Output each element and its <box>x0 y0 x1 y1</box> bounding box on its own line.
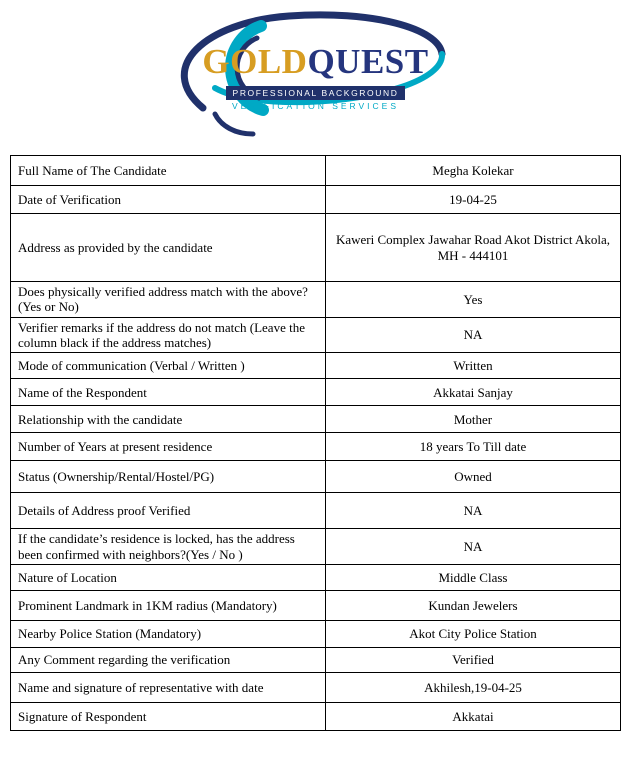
field-label: Relationship with the candidate <box>11 406 326 433</box>
field-value: Kundan Jewelers <box>326 590 621 620</box>
field-label: Signature of Respondent <box>11 702 326 730</box>
tagline-banner <box>161 83 471 101</box>
field-value: Mother <box>326 406 621 433</box>
table-row <box>11 317 621 353</box>
table-row <box>11 529 621 565</box>
table-row <box>11 620 621 647</box>
field-label: Name and signature of representative with date <box>11 672 326 702</box>
field-value: NA <box>326 493 621 529</box>
table-row <box>11 461 621 493</box>
field-label: Verifier remarks if the address do not match (Leave the column black if the address matches) <box>11 317 326 353</box>
brand-gold-text: GOLD <box>202 42 308 81</box>
field-label: Prominent Landmark in 1KM radius (Mandatory) <box>11 590 326 620</box>
field-value: Written <box>326 353 621 379</box>
field-value: Akot City Police Station <box>326 620 621 647</box>
field-value: Akhilesh,19-04-25 <box>326 672 621 702</box>
field-value: NA <box>326 529 621 565</box>
goldquest-logo <box>161 6 471 140</box>
field-label: Number of Years at present residence <box>11 433 326 461</box>
field-value: Kaweri Complex Jawahar Road Akot District Akola, MH - 444101 <box>326 214 621 282</box>
field-label: Name of the Respondent <box>11 379 326 406</box>
field-label: If the candidate’s residence is locked, has the address been confirmed with neighbors?(Yes / No ) <box>11 529 326 565</box>
table-row <box>11 564 621 590</box>
field-label: Address as provided by the candidate <box>11 214 326 282</box>
table-row <box>11 493 621 529</box>
table-row <box>11 702 621 730</box>
table-row <box>11 590 621 620</box>
table-row <box>11 353 621 379</box>
field-label: Details of Address proof Verified <box>11 493 326 529</box>
tagline-line2: VERIFICATION SERVICES <box>231 101 400 111</box>
table-row <box>11 282 621 318</box>
field-value: Megha Kolekar <box>326 156 621 186</box>
table-row <box>11 672 621 702</box>
table-row <box>11 647 621 672</box>
brand-quest-text: QUEST <box>307 42 429 81</box>
table-row <box>11 186 621 214</box>
field-value: NA <box>326 317 621 353</box>
field-value: Owned <box>326 461 621 493</box>
field-value: Yes <box>326 282 621 318</box>
tagline-line1: PROFESSIONAL BACKGROUND <box>226 86 406 100</box>
field-value: 18 years To Till date <box>326 433 621 461</box>
table-row <box>11 379 621 406</box>
field-label: Any Comment regarding the verification <box>11 647 326 672</box>
verification-table <box>10 155 621 731</box>
field-value: Middle Class <box>326 564 621 590</box>
field-label: Full Name of The Candidate <box>11 156 326 186</box>
table-row <box>11 433 621 461</box>
field-value: Akkatai Sanjay <box>326 379 621 406</box>
field-label: Date of Verification <box>11 186 326 214</box>
field-label: Nearby Police Station (Mandatory) <box>11 620 326 647</box>
field-label: Status (Ownership/Rental/Hostel/PG) <box>11 461 326 493</box>
field-label: Mode of communication (Verbal / Written ) <box>11 353 326 379</box>
field-value: 19-04-25 <box>326 186 621 214</box>
table-row <box>11 156 621 186</box>
field-label: Does physically verified address match with the above? (Yes or No) <box>11 282 326 318</box>
table-row <box>11 406 621 433</box>
field-value: Akkatai <box>326 702 621 730</box>
field-label: Nature of Location <box>11 564 326 590</box>
table-row <box>11 214 621 282</box>
field-value: Verified <box>326 647 621 672</box>
brand-name <box>161 42 471 82</box>
